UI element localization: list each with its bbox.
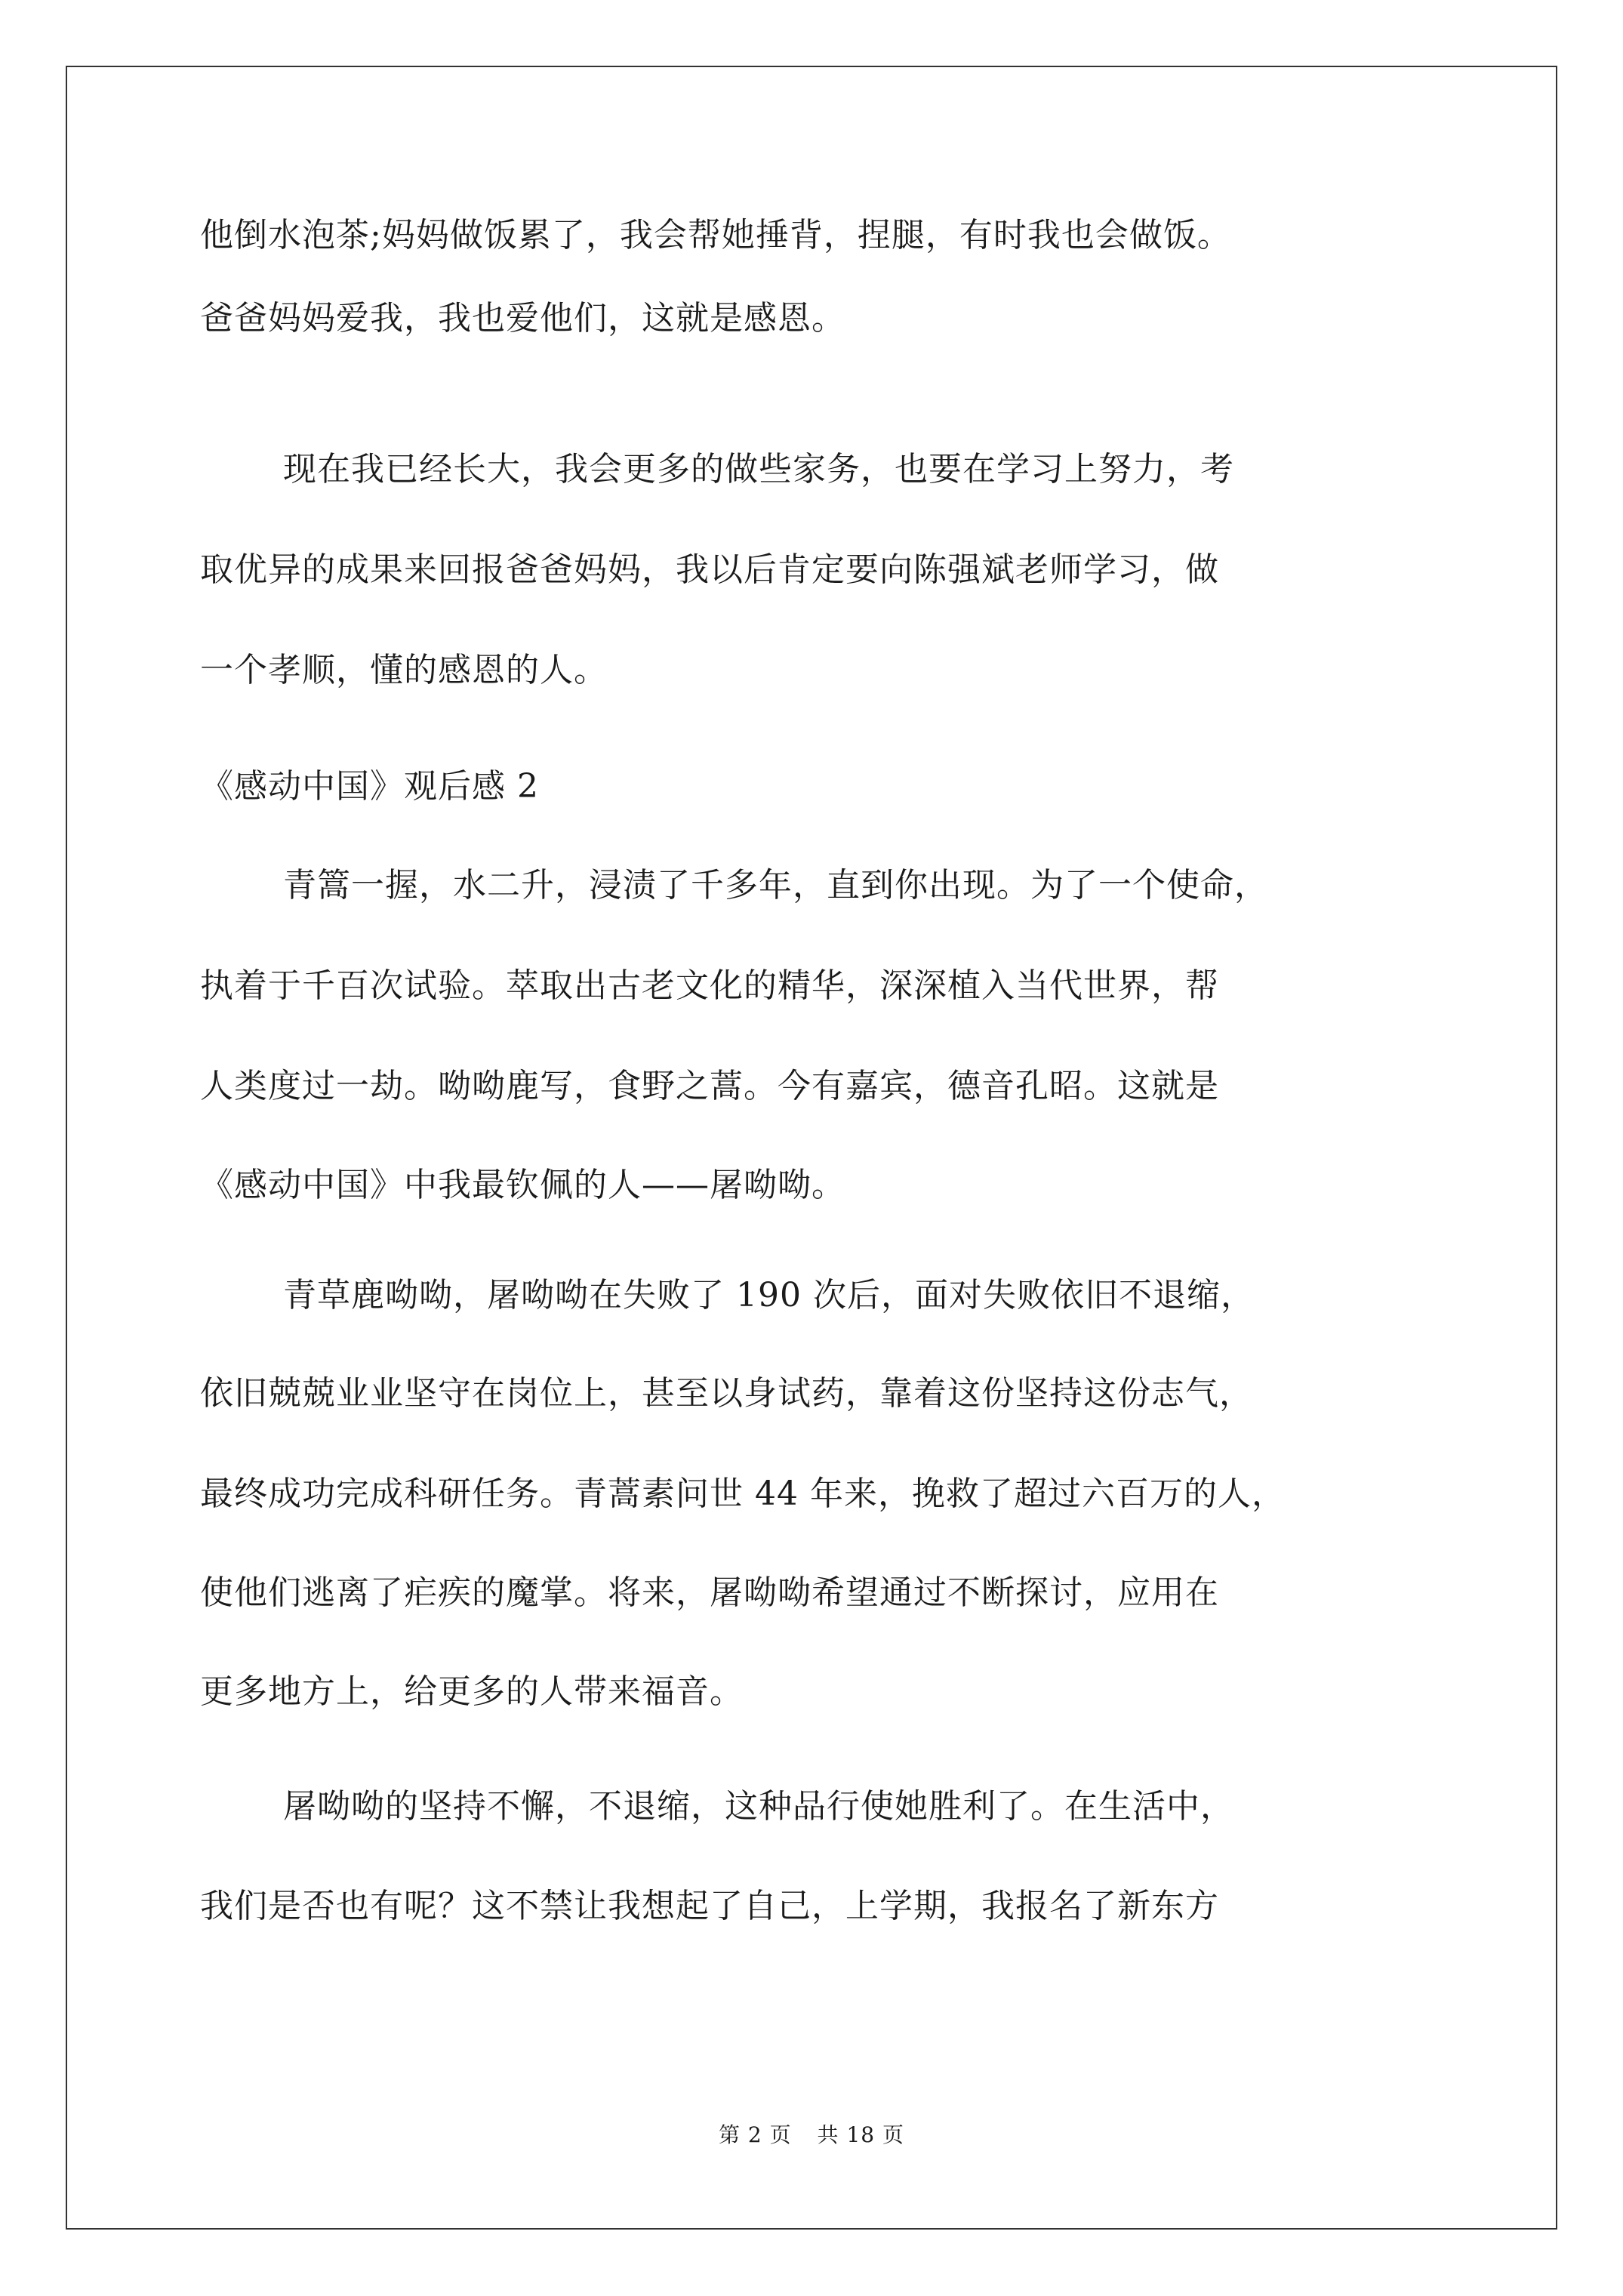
- text-line: 最终成功完成科研任务。青蒿素问世 44 年来，挽救了超过六百万的人，: [200, 1475, 1286, 1513]
- paragraph-start: 青草鹿呦呦，屠呦呦在失败了 190 次后，面对失败依旧不退缩，: [283, 1276, 1255, 1314]
- text-line: 爸爸妈妈爱我，我也爱他们，这就是感恩。: [200, 299, 845, 337]
- paragraph-start: 现在我已经长大，我会更多的做些家务，也要在学习上努力，考: [283, 450, 1234, 488]
- text-line: 《感动中国》中我最钦佩的人——屠呦呦。: [200, 1166, 845, 1204]
- text-line: 一个孝顺，懂的感恩的人。: [200, 651, 608, 689]
- text-line: 依旧兢兢业业坚守在岗位上，甚至以身试药，靠着这份坚持这份志气，: [200, 1374, 1253, 1413]
- page-total: 共 18 页: [817, 2122, 904, 2147]
- text-line: 更多地方上，给更多的人带来福音。: [200, 1672, 744, 1711]
- text-line: 执着于千百次试验。萃取出古老文化的精华，深深植入当代世界，帮: [200, 966, 1219, 1005]
- paragraph-start: 屠呦呦的坚持不懈，不退缩，这种品行使她胜利了。在生活中，: [283, 1787, 1234, 1826]
- text-line: 他倒水泡茶;妈妈做饭累了，我会帮她捶背，捏腿，有时我也会做饭。: [200, 216, 1231, 254]
- section-heading: 《感动中国》观后感 2: [200, 767, 539, 806]
- page-footer: [0, 2120, 1623, 2150]
- text-line: 我们是否也有呢？这不禁让我想起了自己，上学期，我报名了新东方: [200, 1887, 1219, 1925]
- page-number: 第 2 页: [719, 2122, 792, 2147]
- text-line: 人类度过一劫。呦呦鹿写，食野之蒿。今有嘉宾，德音孔昭。这就是: [200, 1067, 1219, 1105]
- text-line: 取优异的成果来回报爸爸妈妈，我以后肯定要向陈强斌老师学习，做: [200, 550, 1219, 589]
- text-line: 使他们逃离了疟疾的魔掌。将来，屠呦呦希望通过不断探讨，应用在: [200, 1573, 1219, 1612]
- paragraph-start: 青篙一握，水二升，浸渍了千多年，直到你出现。为了一个使命，: [283, 866, 1268, 905]
